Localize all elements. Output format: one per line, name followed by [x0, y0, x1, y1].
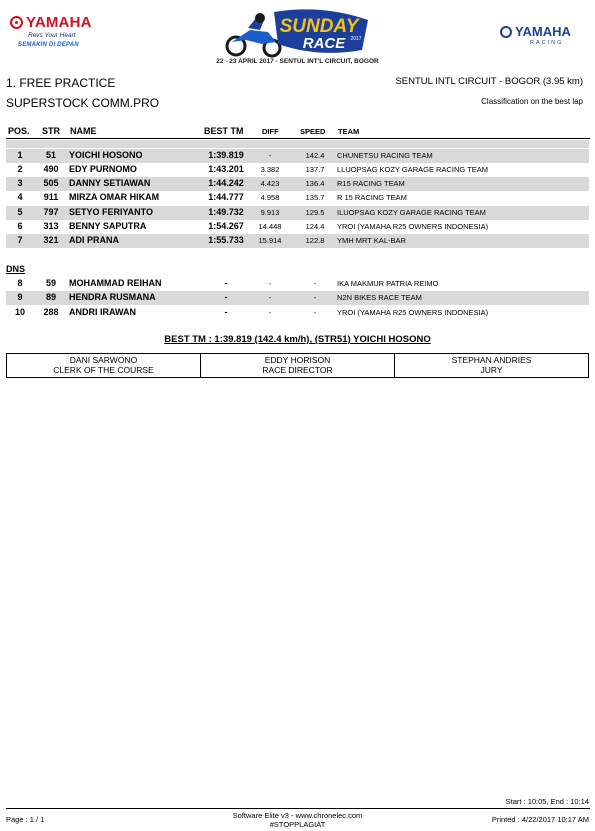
header-team: TEAM	[338, 127, 360, 136]
cell-diff: 3.382	[260, 165, 280, 174]
cell-speed: -	[313, 308, 317, 317]
cell-str: 313	[43, 221, 59, 231]
yamaha-tuning-fork-icon	[10, 16, 23, 29]
table-row	[6, 277, 589, 291]
cell-speed: 129.5	[305, 208, 325, 217]
cell-name: EDY PURNOMO	[69, 164, 137, 174]
dns-label: DNS	[6, 264, 26, 274]
cell-best-tm: 1:55.733	[208, 235, 244, 245]
header-divider	[6, 138, 590, 139]
cell-diff: -	[268, 293, 272, 302]
cell-name: YOICHI HOSONO	[69, 150, 143, 160]
software-credit	[180, 811, 415, 829]
official-clerk	[7, 354, 200, 377]
cell-name: MOHAMMAD REIHAN	[69, 278, 162, 288]
cell-team: N2N BIKES RACE TEAM	[337, 293, 422, 302]
cell-best-tm: -	[224, 292, 228, 302]
cell-pos: 4	[17, 192, 23, 202]
circuit-info: SENTUL INTL CIRCUIT - BOGOR (3.95 km)	[395, 76, 583, 87]
header-name: NAME	[70, 126, 97, 136]
cell-pos: 9	[17, 292, 23, 302]
cell-name: ADI PRANA	[69, 235, 120, 245]
table-row	[6, 206, 589, 220]
official-role: CLERK OF THE COURSE	[53, 365, 154, 375]
yamaha-racing-logo	[500, 24, 582, 46]
class-title: SUPERSTOCK COMM.PRO	[6, 96, 160, 110]
semakin-di-depan-slogan: SEMAKIN DI DEPAN	[18, 42, 79, 48]
official-role: RACE DIRECTOR	[262, 365, 333, 375]
cell-str: 59	[45, 278, 56, 288]
header-speed: SPEED	[300, 127, 326, 136]
officials-box	[6, 353, 589, 378]
cell-speed: -	[313, 279, 317, 288]
cell-diff: -	[268, 151, 272, 160]
table-row	[6, 163, 589, 177]
cell-pos: 8	[17, 278, 23, 288]
cell-team: YROI (YAMAHA R25 OWNERS INDONESIA)	[337, 308, 489, 317]
cell-diff: -	[268, 279, 272, 288]
cell-diff: 4.958	[260, 193, 280, 202]
page-number: Page : 1 / 1	[6, 815, 45, 824]
cell-pos: 7	[17, 235, 23, 245]
cell-name: BENNY SAPUTRA	[69, 221, 147, 231]
race-logo-text: RACE	[302, 35, 346, 52]
classification-note: Classification on the best lap	[481, 97, 583, 106]
yamaha-wordmark: YAMAHA	[26, 14, 92, 31]
cell-team: YMH MRT KAL-BAR	[337, 236, 406, 245]
table-row	[6, 234, 589, 248]
cell-best-tm: -	[224, 307, 228, 317]
cell-team: LLUOPSAG KOZY GARAGE RACING TEAM	[337, 165, 489, 174]
cell-speed: 136.4	[305, 179, 325, 188]
cell-diff: -	[268, 308, 272, 317]
motorcycle-icon	[227, 13, 280, 56]
yamaha-logo-left	[10, 14, 100, 48]
cell-best-tm: 1:43.201	[208, 164, 244, 174]
cell-str: 505	[43, 178, 59, 188]
table-spacer	[6, 140, 589, 148]
cell-speed: 142.4	[305, 151, 325, 160]
cell-best-tm: 1:39.819	[208, 150, 244, 160]
official-name: EDDY HORISON	[264, 355, 331, 365]
table-row	[6, 220, 589, 234]
official-race-director	[200, 354, 394, 377]
cell-name: HENDRA RUSMANA	[69, 292, 156, 302]
hashtag: #STOPPLAGIAT	[269, 820, 326, 829]
table-row	[6, 306, 589, 320]
table-row	[6, 177, 589, 191]
cell-team: YROI (YAMAHA R25 OWNERS INDONESIA)	[337, 222, 489, 231]
cell-team: IKA MAKMUR PATRIA REIMO	[337, 279, 439, 288]
event-date: 22 - 23 APRIL 2017 - SENTUL INT'L CIRCUIT, BOGOR	[216, 58, 379, 65]
header-best-tm: BEST TM	[204, 126, 244, 136]
cell-diff: 9.913	[260, 208, 280, 217]
table-row	[6, 191, 589, 205]
cell-speed: 122.8	[305, 236, 325, 245]
cell-diff: 14.448	[258, 222, 282, 231]
cell-speed: 124.4	[305, 222, 325, 231]
cell-name: ANDRI IRAWAN	[69, 307, 136, 317]
cell-str: 321	[43, 235, 59, 245]
header-str: STR	[42, 126, 60, 136]
revs-your-heart-tagline: Revs Your Heart	[28, 32, 76, 39]
cell-name: SETYO FERIYANTO	[69, 207, 154, 217]
cell-speed: 135.7	[305, 193, 325, 202]
footer-divider	[6, 808, 590, 809]
table-row	[6, 291, 589, 305]
cell-pos: 10	[14, 307, 25, 317]
cell-str: 911	[43, 192, 59, 202]
official-name: DANI SARWONO	[69, 355, 138, 365]
cell-name: MIRZA OMAR HIKAM	[69, 192, 160, 202]
session-start-end: Start : 10:05, End : 10:14	[505, 797, 589, 806]
sunday-race-logo	[222, 6, 372, 58]
cell-speed: 137.7	[305, 165, 325, 174]
header-pos: POS.	[8, 126, 30, 136]
cell-name: DANNY SETIAWAN	[69, 178, 151, 188]
cell-pos: 3	[17, 178, 23, 188]
sunday-logo-text: SUNDAY	[279, 16, 359, 37]
session-title: 1. FREE PRACTICE	[6, 76, 116, 90]
cell-team: R15 RACING TEAM	[337, 179, 405, 188]
cell-diff: 4.423	[260, 179, 280, 188]
cell-team: R 15 RACING TEAM	[337, 193, 407, 202]
best-time-summary: BEST TM : 1:39.819 (142.4 km/h), (STR51) YOICHI HOSONO	[164, 334, 431, 345]
cell-team: ILUOPSAG KOZY GARAGE RACING TEAM	[337, 208, 486, 217]
cell-pos: 6	[17, 221, 23, 231]
official-jury	[394, 354, 588, 377]
table-row	[6, 149, 589, 163]
cell-str: 797	[43, 207, 59, 217]
cell-best-tm: -	[224, 278, 228, 288]
cell-speed: -	[313, 293, 317, 302]
cell-str: 89	[45, 292, 56, 302]
yamaha-racing-wordmark: YAMAHA	[515, 24, 571, 39]
cell-str: 51	[45, 150, 56, 160]
header-diff: DIFF	[262, 127, 279, 136]
cell-best-tm: 1:44.777	[208, 192, 244, 202]
cell-diff: 15.914	[258, 236, 282, 245]
official-role: JURY	[480, 365, 503, 375]
cell-team: CHUNETSU RACING TEAM	[337, 151, 433, 160]
cell-pos: 1	[17, 150, 23, 160]
logo-year-text: 2017	[350, 36, 362, 42]
cell-pos: 5	[17, 207, 23, 217]
cell-str: 288	[43, 307, 59, 317]
cell-best-tm: 1:54.267	[208, 221, 244, 231]
official-name: STEPHAN ANDRIES	[451, 355, 532, 365]
cell-str: 490	[43, 164, 59, 174]
software-name: Software Elite v3 - www.chronelec.com	[232, 811, 363, 820]
cell-best-tm: 1:44.242	[208, 178, 244, 188]
racing-subtitle: RACING	[530, 40, 564, 46]
cell-pos: 2	[17, 164, 23, 174]
printed-timestamp: Printed : 4/22/2017 10:17 AM	[491, 815, 589, 824]
cell-best-tm: 1:49.732	[208, 207, 244, 217]
yamaha-racing-tuning-fork-icon	[500, 26, 512, 38]
